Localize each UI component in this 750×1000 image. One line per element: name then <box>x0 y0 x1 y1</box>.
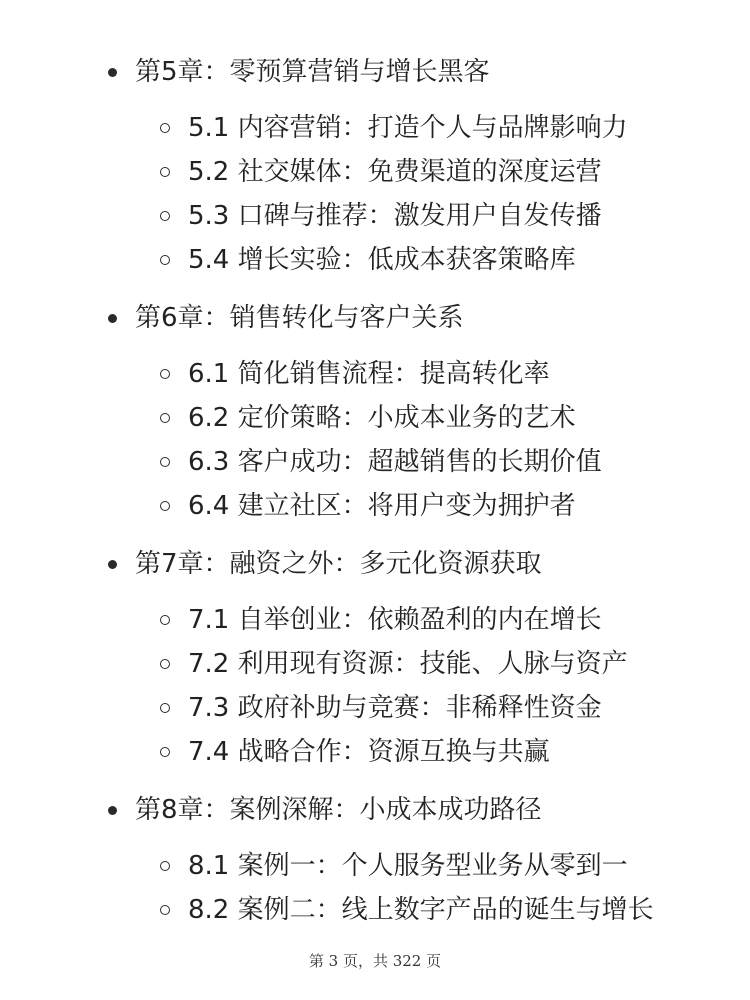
bullet-circle-icon <box>160 703 170 713</box>
bullet-circle-icon <box>160 659 170 669</box>
section-title: 7.1 自举创业：依赖盈利的内在增长 <box>188 605 602 635</box>
bullet-circle-icon <box>160 369 170 379</box>
bullet-circle-icon <box>160 167 170 177</box>
bullet-circle-icon <box>160 615 170 625</box>
section-title: 6.1 简化销售流程：提高转化率 <box>188 359 550 389</box>
bullet-circle-icon <box>160 413 170 423</box>
section-title: 8.2 案例二：线上数字产品的诞生与增长 <box>188 895 654 925</box>
section-title: 5.4 增长实验：低成本获客策略库 <box>188 245 576 275</box>
bullet-circle-icon <box>160 501 170 511</box>
bullet-circle-icon <box>160 255 170 265</box>
section-title: 5.3 口碑与推荐：激发用户自发传播 <box>188 201 602 231</box>
bullet-circle-icon <box>160 457 170 467</box>
chapter-title: 第8章：案例深解：小成本成功路径 <box>135 795 542 825</box>
page-footer: 第 3 页，共 322 页 <box>308 952 442 970</box>
section-title: 7.3 政府补助与竞赛：非稀释性资金 <box>188 693 602 723</box>
chapter-title: 第7章：融资之外：多元化资源获取 <box>135 549 542 579</box>
bullet-dot-icon <box>108 560 117 569</box>
bullet-dot-icon <box>108 806 117 815</box>
section-title: 8.1 案例一：个人服务型业务从零到一 <box>188 851 628 881</box>
section-title: 5.1 内容营销：打造个人与品牌影响力 <box>188 113 628 143</box>
section-title: 5.2 社交媒体：免费渠道的深度运营 <box>188 157 602 187</box>
bullet-dot-icon <box>108 314 117 323</box>
chapter-title: 第5章：零预算营销与增长黑客 <box>135 57 490 87</box>
section-title: 7.2 利用现有资源：技能、人脉与资产 <box>188 649 628 679</box>
bullet-circle-icon <box>160 747 170 757</box>
bullet-circle-icon <box>160 861 170 871</box>
section-title: 6.3 客户成功：超越销售的长期价值 <box>188 447 602 477</box>
bullet-circle-icon <box>160 211 170 221</box>
section-title: 6.4 建立社区：将用户变为拥护者 <box>188 491 576 521</box>
section-title: 6.2 定价策略：小成本业务的艺术 <box>188 403 576 433</box>
bullet-dot-icon <box>108 68 117 77</box>
bullet-circle-icon <box>160 905 170 915</box>
bullet-circle-icon <box>160 123 170 133</box>
chapter-title: 第6章：销售转化与客户关系 <box>135 303 464 333</box>
section-title: 7.4 战略合作：资源互换与共赢 <box>188 737 550 767</box>
